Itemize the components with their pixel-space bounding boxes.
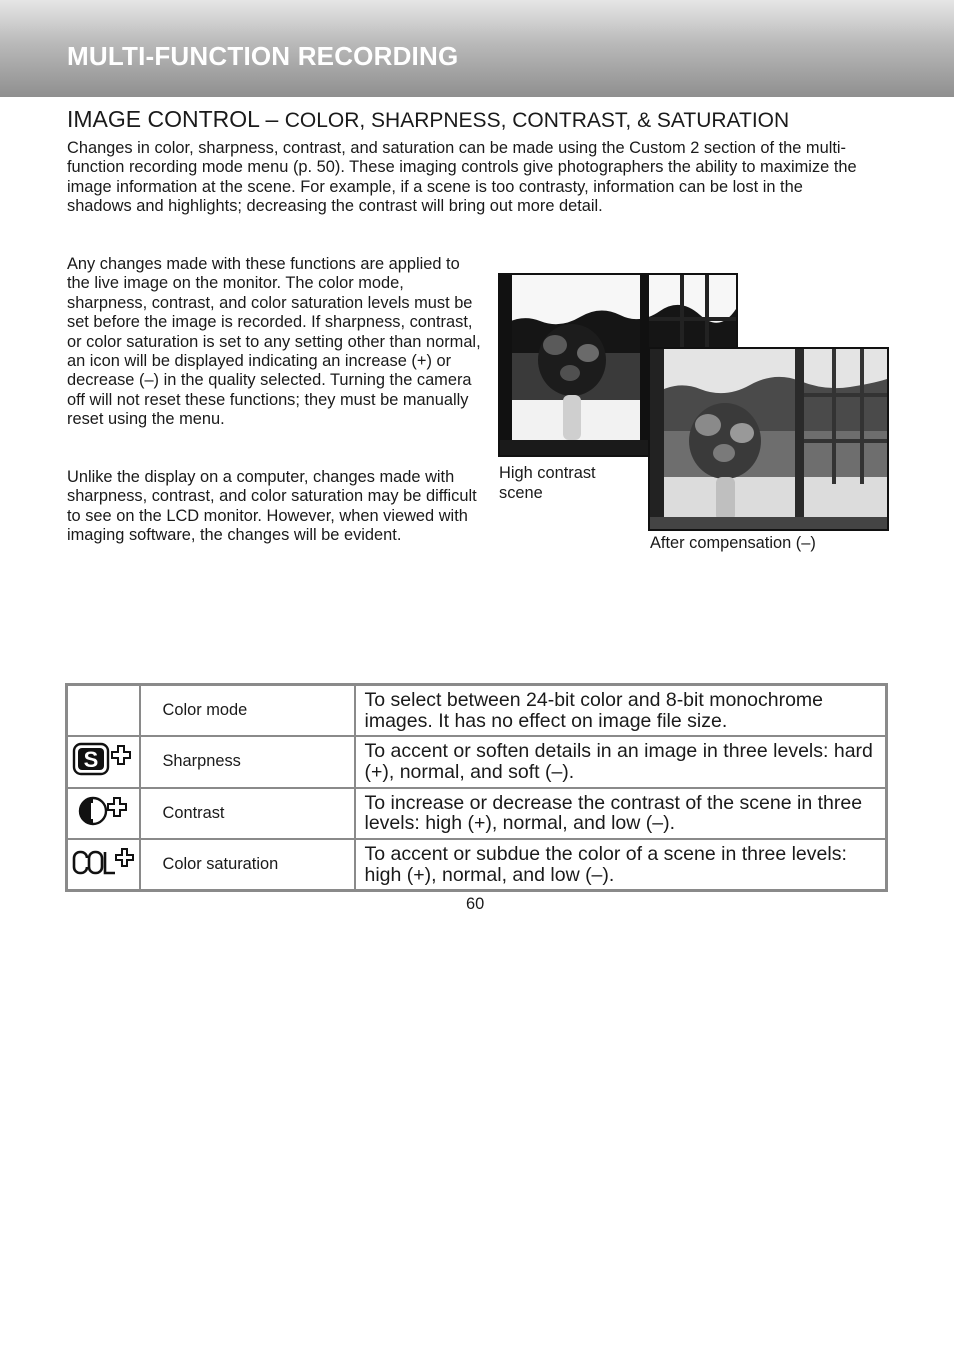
contrast-icon — [77, 794, 129, 833]
function-table — [65, 683, 888, 892]
table-row — [67, 736, 887, 788]
table-icon-cell — [67, 788, 140, 840]
function-description: To increase or decrease the contrast of the scene in three levels: high (+), normal, and low (–). — [355, 788, 887, 840]
table-icon-cell — [67, 685, 140, 737]
function-description: To select between 24-bit color and 8-bit monochrome images. It has no effect on image file size. — [355, 685, 887, 737]
svg-text:S: S — [83, 747, 99, 773]
intro-paragraph: Changes in color, sharpness, contrast, and saturation can be made using the Custom 2 section of the multi-function recording mode menu (p. 50). These imaging controls give photographers the ability to maximize the image information at the scene. For example, if a scene is too contrasty, information can be lost in the shadows and highlights; decreasing the contrast will bring out more detail. — [67, 139, 857, 216]
function-name: Color mode — [140, 685, 355, 737]
body-paragraph-2: Unlike the display on a computer, changes made with sharpness, contrast, and color saturation may be difficult to see on the LCD monitor. However, when viewed with imaging software, the changes will be evident. — [67, 468, 477, 545]
body-paragraph-1: Any changes made with these functions are applied to the live image on the monitor. The color mode, sharpness, contrast, and color saturation levels must be set before the image is recorded. If sharpness, contrast, or color saturation is set to any setting other than normal, an icon will be displayed indicating an increase (+) or decrease (–) in the quality selected. Turning the camera off will not reset these functions; they must be manually reset using the menu. — [67, 255, 481, 429]
function-name: Color saturation — [140, 839, 355, 891]
table-icon-cell — [67, 839, 140, 891]
table-icon-cell — [67, 736, 140, 788]
function-name: Contrast — [140, 788, 355, 840]
function-description: To accent or subdue the color of a scene in three levels: high (+), normal, and low (–). — [355, 839, 887, 891]
function-name: Sharpness — [140, 736, 355, 788]
page-header-title: MULTI-FUNCTION RECORDING — [67, 41, 459, 71]
color-saturation-icon — [72, 845, 134, 884]
table-row — [67, 788, 887, 840]
photo-after-compensation — [648, 347, 889, 531]
caption-after-compensation: After compensation (–) — [650, 534, 816, 552]
section-title-main: IMAGE CONTROL – — [67, 106, 285, 132]
caption-high-contrast: High contrast scene — [499, 464, 596, 502]
sharpness-icon — [72, 741, 134, 782]
table-row — [67, 839, 887, 891]
section-title-sub: COLOR, SHARPNESS, CONTRAST, & SATURATION — [284, 109, 790, 132]
function-description: To accent or soften details in an image in three levels: hard (+), normal, and soft (–). — [355, 736, 887, 788]
header-band — [0, 0, 954, 97]
section-title — [67, 106, 789, 133]
page-number: 60 — [466, 895, 485, 913]
table-row — [67, 685, 887, 737]
